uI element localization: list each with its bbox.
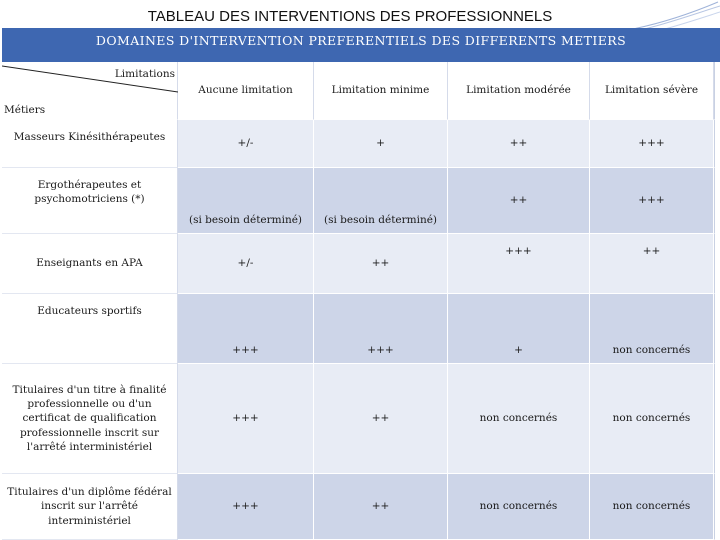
table-cell: non concernés [590, 364, 714, 474]
table-cell: +++ [178, 294, 314, 364]
table-cell: ++ [314, 364, 448, 474]
row-label: Titulaires d'un titre à finalité professionnelle ou d'un certificat de qualification professionnelle inscrit sur l'arrêté interministériel [2, 364, 178, 474]
interventions-table [2, 62, 720, 540]
table-edge [714, 294, 720, 364]
table-edge [714, 120, 720, 168]
table-cell: ++ [314, 234, 448, 294]
table-cell: +++ [590, 120, 714, 168]
limitations-label: Limitations [114, 68, 175, 80]
table-edge [714, 364, 720, 474]
table-cell: +++ [314, 294, 448, 364]
row-label: Ergothérapeutes et psychomotriciens (*) [2, 168, 178, 234]
table-edge [714, 234, 720, 294]
table-cell: ++ [590, 234, 714, 294]
table-cell: ++ [448, 168, 590, 234]
row-label: Enseignants en APA [2, 234, 178, 294]
row-label: Educateurs sportifs [2, 294, 178, 364]
table-cell: +++ [590, 168, 714, 234]
table-cell: (si besoin déterminé) [314, 168, 448, 234]
table-cell: (si besoin déterminé) [178, 168, 314, 234]
corner-header [2, 62, 178, 120]
table-cell: non concernés [590, 474, 714, 540]
row-label: Masseurs Kinésithérapeutes [2, 120, 178, 168]
table-cell: ++ [314, 474, 448, 540]
column-header: Limitation sévère [590, 62, 714, 120]
page-title: TABLEAU DES INTERVENTIONS DES PROFESSIONNELS [147, 8, 553, 25]
table-cell: + [314, 120, 448, 168]
table-edge [714, 474, 720, 540]
table-cell: +++ [178, 364, 314, 474]
table-cell: non concernés [448, 474, 590, 540]
column-header: Aucune limitation [178, 62, 314, 120]
table-cell: +++ [178, 474, 314, 540]
table-edge [714, 168, 720, 234]
table-cell: non concernés [590, 294, 714, 364]
table-subtitle: DOMAINES D'INTERVENTION PREFERENTIELS DES DIFFERENTS METIERS [95, 33, 627, 48]
table-cell: +/- [178, 120, 314, 168]
metiers-label: Métiers [4, 103, 46, 116]
column-header: Limitation modérée [448, 62, 590, 120]
table-edge [714, 62, 720, 120]
column-header: Limitation minime [314, 62, 448, 120]
table-cell: non concernés [448, 364, 590, 474]
table-cell: ++ [448, 120, 590, 168]
table-cell: + [448, 294, 590, 364]
table-cell: +++ [448, 234, 590, 294]
row-label: Titulaires d'un diplôme fédéral inscrit sur l'arrêté interministériel [2, 474, 178, 540]
table-banner [2, 28, 720, 62]
table-cell: +/- [178, 234, 314, 294]
